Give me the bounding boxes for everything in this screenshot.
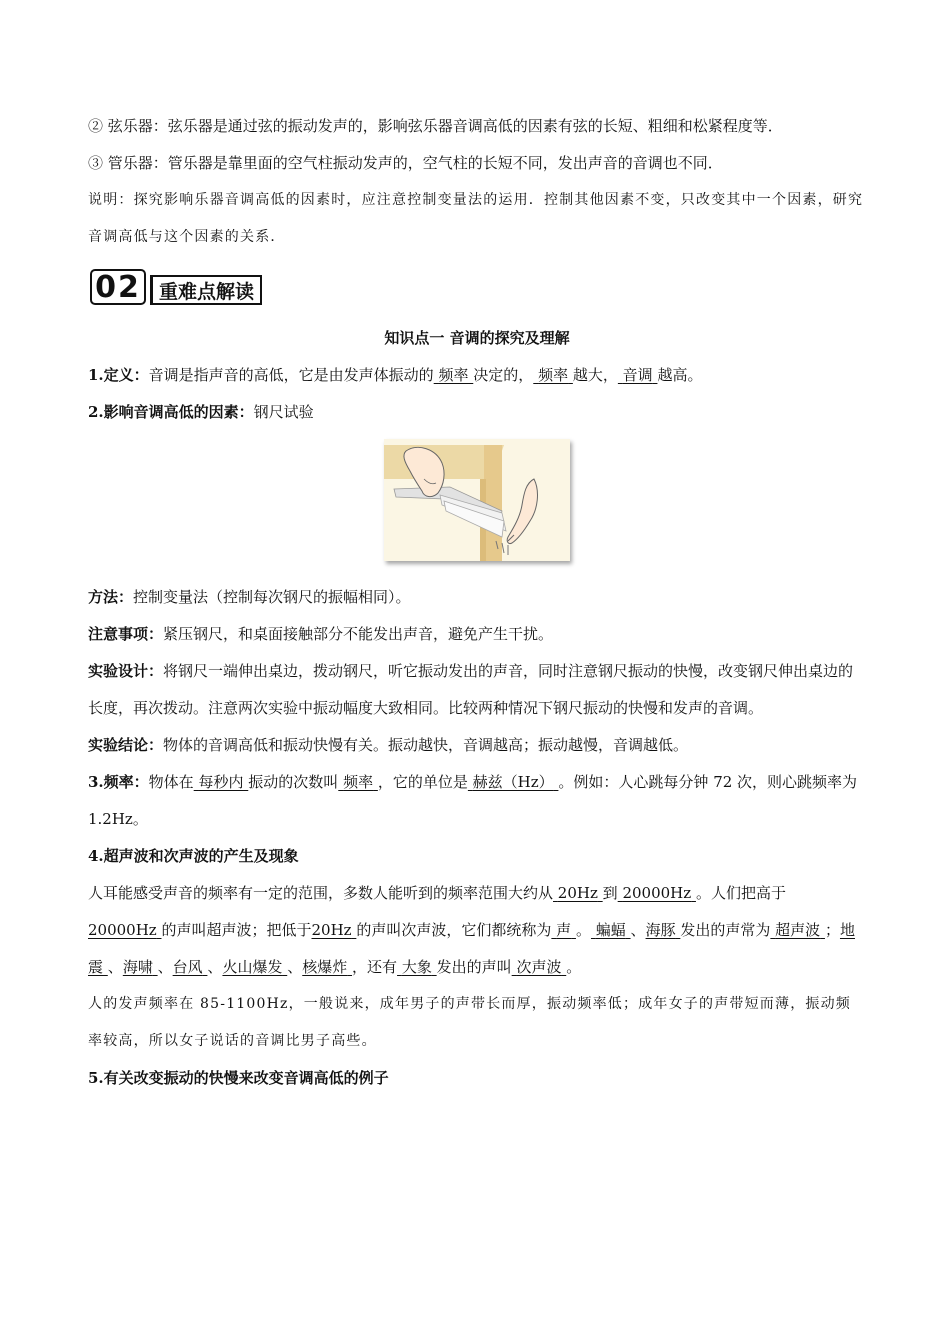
answer-frequency-2: 频率 xyxy=(538,366,569,384)
design-paragraph xyxy=(88,653,866,727)
section-number: 02 xyxy=(90,269,146,305)
document-page xyxy=(88,108,866,1097)
answer-infrasound: 次声波 xyxy=(516,958,562,976)
method-text: 控制变量法（控制每次钢尺的振幅相同）。 xyxy=(133,588,411,606)
answer-typhoon: 台风 xyxy=(172,958,203,976)
caution-label: 注意事项： xyxy=(88,625,164,643)
ultrasound-text: 人耳能感受声音的频率有一定的范围，多数人能听到的频率范围大约从 xyxy=(88,884,554,902)
ultrasound-text: 、 xyxy=(630,921,646,939)
answer-volcano: 火山爆发 xyxy=(222,958,283,976)
caution-line xyxy=(88,616,866,653)
design-label: 实验设计： xyxy=(88,662,164,680)
frequency-label: 3.频率： xyxy=(88,773,149,791)
method-line xyxy=(88,579,866,616)
answer-20hz-2: 20Hz xyxy=(311,921,352,939)
ultrasound-text: 、 xyxy=(157,958,173,976)
wind-instrument-line: ③ 管乐器：管乐器是靠里面的空气柱振动发声的，空气柱的长短不同，发出声音的音调也不同． xyxy=(88,154,723,172)
answer-elephant: 大象 xyxy=(401,958,432,976)
knowledge-point-title: 知识点一 音调的探究及理解 xyxy=(384,329,570,347)
ultrasound-text: 的声叫超声波；把低于 xyxy=(161,921,312,939)
answer-bat: 蝙蝠 xyxy=(595,921,626,939)
method-label: 方法： xyxy=(88,588,134,606)
answer-20hz: 20Hz xyxy=(557,884,598,902)
answer-sound: 声 xyxy=(556,921,572,939)
ultrasound-heading: 4.超声波和次声波的产生及现象 xyxy=(88,847,299,865)
answer-earthquake: 地震 xyxy=(88,921,855,976)
ultrasound-text: 、 xyxy=(207,958,223,976)
answer-dolphin: 海豚 xyxy=(645,921,676,939)
design-text: 将钢尺一端伸出桌边，拨动钢尺，听它振动发出的声音，同时注意钢尺振动的快慢，改变钢尺伸出桌边的长度，再次拨动。注意两次实验中振动幅度大致相同。比较两种情况下钢尺振动的快慢和发声的音调。 xyxy=(88,662,854,717)
definition-text: 越高。 xyxy=(657,366,703,384)
caution-text: 紧压钢尺，和桌面接触部分不能发出声音，避免产生干扰。 xyxy=(163,625,554,643)
answer-pitch: 音调 xyxy=(622,366,653,384)
examples-heading: 5.有关改变振动的快慢来改变音调高低的例子 xyxy=(88,1069,389,1087)
frequency-text: ，它的单位是 xyxy=(377,773,468,791)
answer-tsunami: 海啸 xyxy=(122,958,153,976)
definition-text: 越大， xyxy=(572,366,618,384)
ultrasound-text: 的声叫次声波，它们都统称为 xyxy=(356,921,552,939)
factors-line xyxy=(88,394,866,431)
definition-text: 音调是指声音的高低，它是由发声体振动的 xyxy=(148,366,434,384)
ultrasound-paragraph xyxy=(88,875,866,986)
string-instrument-line: ② 弦乐器：弦乐器是通过弦的振动发声的，影响弦乐器音调高低的因素有弦的长短、粗细和松紧程度等． xyxy=(88,117,783,135)
conclusion-text: 物体的音调高低和振动快慢有关。振动越快，音调越高；振动越慢，音调越低。 xyxy=(163,736,689,754)
factors-label: 2.影响音调高低的因素： xyxy=(88,403,254,421)
frequency-text: 物体在 xyxy=(148,773,194,791)
factors-text: 钢尺试验 xyxy=(253,403,314,421)
frequency-paragraph xyxy=(88,764,866,838)
ultrasound-text: 、 xyxy=(287,958,303,976)
frequency-text: 。例如：人心跳每分钟 72 次，则心跳频率为 1.2Hz。 xyxy=(88,773,858,828)
answer-20000hz: 20000Hz xyxy=(622,884,692,902)
definition-label: 1.定义： xyxy=(88,366,149,384)
answer-20000hz-2: 20000Hz xyxy=(88,921,157,939)
ultrasound-text: 。 xyxy=(566,958,582,976)
definition-text: 决定的， xyxy=(473,366,534,384)
ultrasound-text: 、 xyxy=(107,958,123,976)
voice-frequency-note: 人的发声频率在 85-1100Hz，一般说来，成年男子的声带长而厚，振动频率低；成年女子的声带短而薄，振动频率较高，所以女子说话的音调比男子高些。 xyxy=(88,996,852,1049)
section-title: 重难点解读 xyxy=(150,275,262,305)
answer-per-second: 每秒内 xyxy=(198,773,244,791)
section-heading xyxy=(90,260,866,314)
table-leg xyxy=(484,445,502,561)
answer-frequency-1: 频率 xyxy=(438,366,469,384)
answer-frequency: 频率 xyxy=(343,773,374,791)
conclusion-line xyxy=(88,727,866,764)
definition-line xyxy=(88,357,866,394)
answer-hertz: 赫兹（Hz） xyxy=(472,773,554,791)
ultrasound-text: 。 xyxy=(575,921,591,939)
ultrasound-text: 发出的声叫 xyxy=(436,958,512,976)
ultrasound-text: 到 xyxy=(602,884,618,902)
conclusion-label: 实验结论： xyxy=(88,736,164,754)
ultrasound-text: ，还有 xyxy=(352,958,398,976)
answer-ultrasound: 超声波 xyxy=(775,921,821,939)
intro-note: 说明：探究影响乐器音调高低的因素时，应注意控制变量法的运用．控制其他因素不变，只改变其中一个因素，研究音调高低与这个因素的关系． xyxy=(88,192,864,245)
ultrasound-text: 。人们把高于 xyxy=(695,884,786,902)
steel-ruler-figure xyxy=(88,439,866,561)
answer-nuclear: 核爆炸 xyxy=(302,958,348,976)
ultrasound-text: 发出的声常为 xyxy=(680,921,771,939)
frequency-text: 振动的次数叫 xyxy=(248,773,339,791)
steel-ruler-illustration xyxy=(384,439,570,561)
ultrasound-text: ； xyxy=(824,921,840,939)
